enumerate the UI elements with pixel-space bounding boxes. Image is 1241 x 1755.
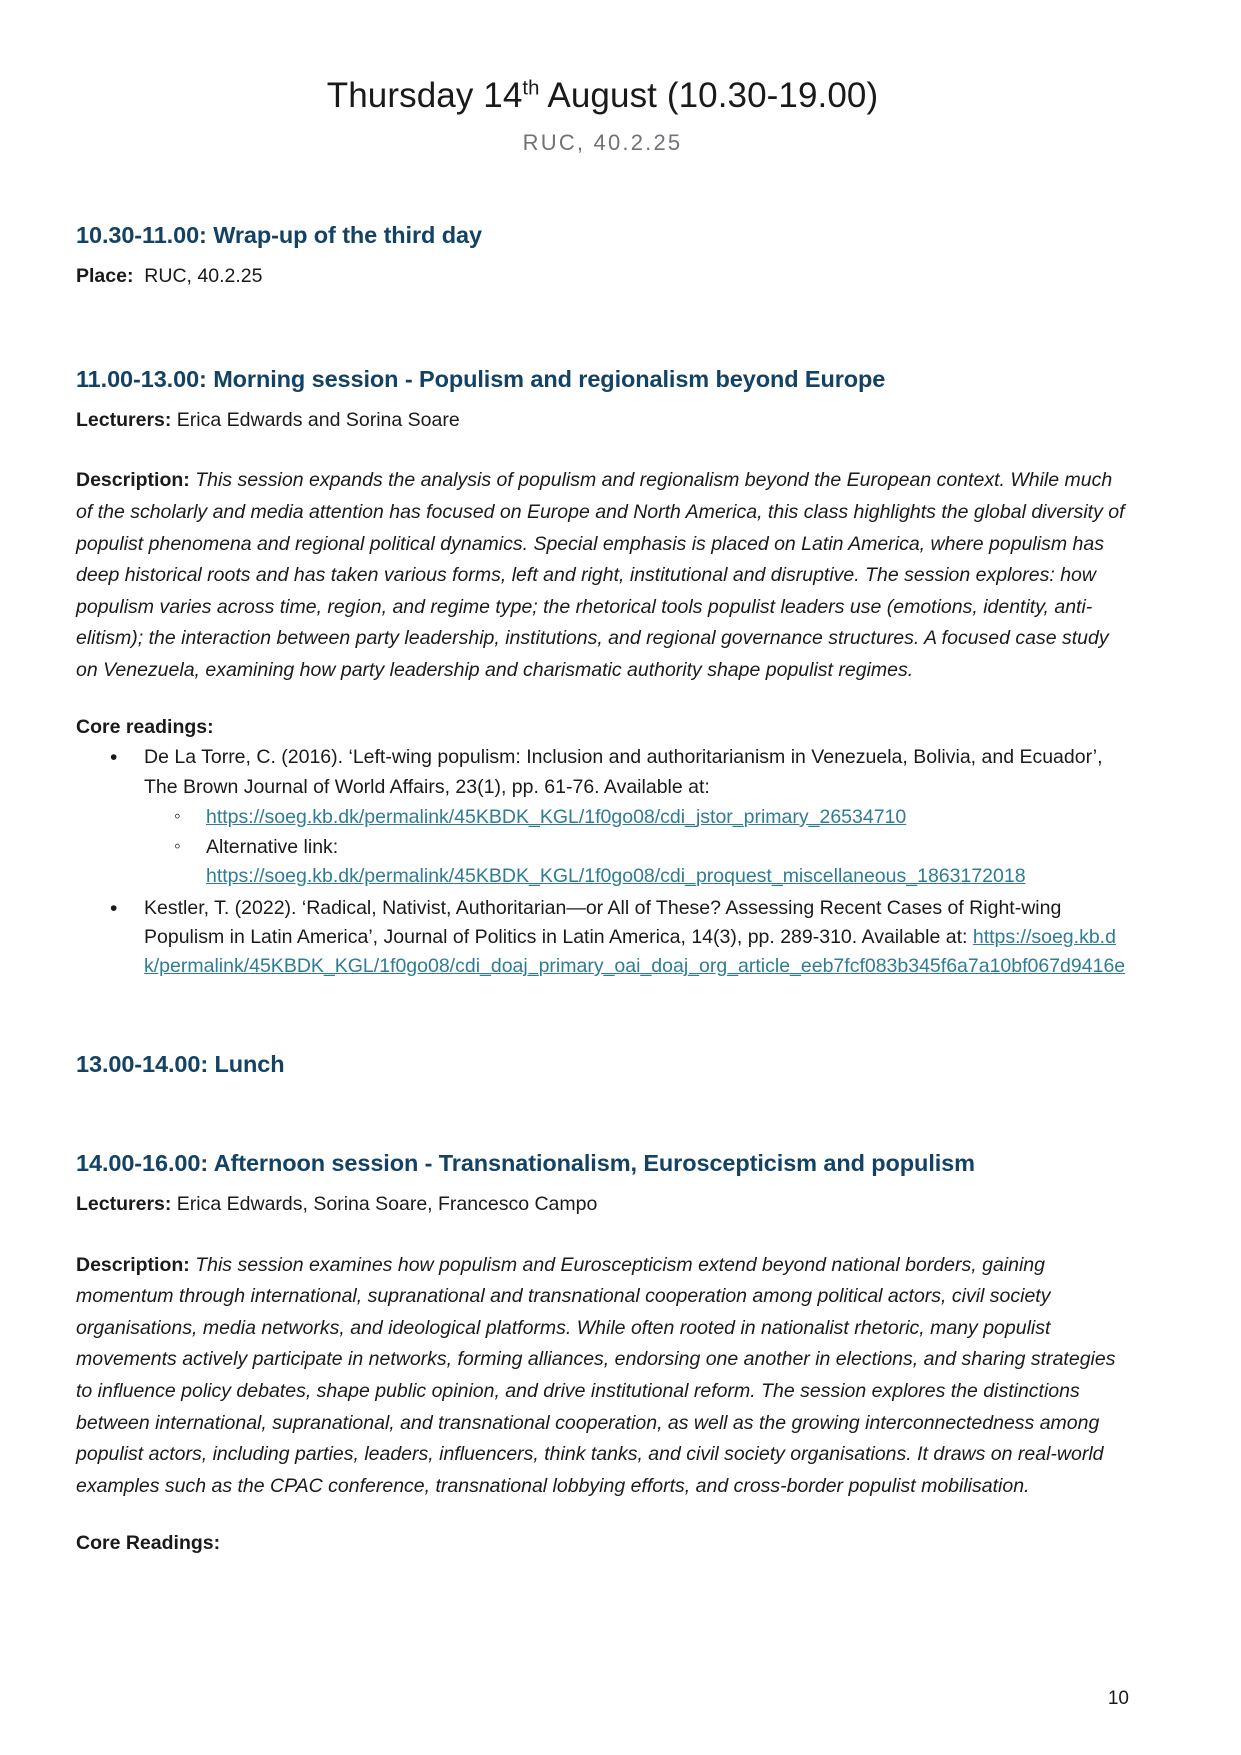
page-subtitle-location: RUC, 40.2.25 [522,129,683,155]
lecturers-label: Lecturers: [76,409,172,432]
morning-core-readings-label: Core readings: [76,716,214,739]
alternative-link-label: Alternative link: [206,836,339,859]
page-title-ordinal-suffix: th [522,77,540,100]
description-label: Description: [76,1253,190,1276]
morning-readings-list [76,743,1129,981]
reading-sublinks [144,803,1129,892]
afternoon-lecturers-line [76,1190,1129,1219]
description-body: This session examines how populism and Euroscepticism extend beyond national borders, gaining momentum through international, supranational and transnational cooperation among political actors, civil society organisations, media networks, and ideological platforms. While often rooted in nationalist rhetoric, many populist movements actively participate in networks, forming alliances, endorsing one another in elections, and sharing strategies to influence policy debates, shape public opinion, and drive institutional reform. The session explores the distinctions between international, supranational, and transnational cooperation, as well as the growing interconnectedness among populist actors, including parties, leaders, influencers, think tanks, and civil society organisations. It draws on real-world examples such as the CPAC conference, transnational lobbying efforts, and cross-border populist mobilisation. [76,1253,1116,1497]
reading-link[interactable]: https://soeg.kb.dk/permalink/45KBDK_KGL/1f0go08/cdi_jstor_primary_26534710 [206,805,907,828]
list-item [144,803,1129,832]
reading-citation: Kestler, T. (2022). ‘Radical, Nativist, Authoritarian—or All of These? Assessing Recent Cases of Right-wing Populism in Latin America’, Journal of Politics in Latin America, 14(3), pp. 289-310. Available at: [144,896,1062,948]
section-heading-lunch: 13.00-14.00: Lunch [76,1051,285,1078]
lecturers-value: Erica Edwards, Sorina Soare, Francesco Campo [176,1193,598,1216]
afternoon-description [76,1250,1129,1503]
list-item [76,743,1129,891]
reading-link[interactable]: https://soeg.kb.dk/permalink/45KBDK_KGL/1f0go08/cdi_doaj_primary_oai_doaj_org_article_eeb7fcf083b345f6a7a10bf067d9416e [144,925,1126,978]
page-title-prefix: Thursday 14 [326,76,523,115]
section-heading-morning-session: 11.00-13.00: Morning session - Populism and regionalism beyond Europe [76,365,886,392]
section-heading-afternoon-session: 14.00-16.00: Afternoon session - Transnationalism, Euroscepticism and populism [76,1149,975,1176]
place-label: Place: [76,265,134,288]
page-title-suffix: August (10.30-19.00) [539,76,879,115]
page-number: 10 [1107,1688,1129,1709]
lecturers-value: Erica Edwards and Sorina Soare [176,409,460,432]
page-title [76,74,1129,118]
wrap-up-place-line [76,262,1129,291]
afternoon-core-readings-label: Core Readings: [76,1532,221,1555]
morning-description [76,465,1129,686]
reading-citation: De La Torre, C. (2016). ‘Left-wing populism: Inclusion and authoritarianism in Venezuela, Bolivia, and Ecuador’, The Brown Journal of World Affairs, 23(1), pp. 61-76. Available at: [144,746,1103,798]
section-heading-wrap-up: 10.30-11.00: Wrap-up of the third day [76,221,482,248]
list-item [76,894,1129,982]
lecturers-label: Lecturers: [76,1193,172,1216]
place-value: RUC, 40.2.25 [144,265,263,288]
description-body: This session expands the analysis of populism and regionalism beyond the European context. While much of the scholarly and media attention has focused on Europe and North America, this class highlights the global diversity of populist phenomena and regional political dynamics. Special emphasis is placed on Latin America, where populism has deep historical roots and has taken various forms, left and right, institutional and disruptive. The session explores: how populism varies across time, region, and regime type; the rhetorical tools populist leaders use (emotions, identity, anti-elitism); the interaction between party leadership, institutions, and regional governance structures. A focused case study on Venezuela, examining how party leadership and charismatic authority shape populist regimes. [76,469,1125,681]
reading-alternative-link[interactable]: https://soeg.kb.dk/permalink/45KBDK_KGL/1f0go08/cdi_proquest_miscellaneous_1863172018 [206,865,1026,888]
description-label: Description: [76,469,190,492]
morning-lecturers-line [76,406,1129,435]
list-item [144,833,1129,892]
